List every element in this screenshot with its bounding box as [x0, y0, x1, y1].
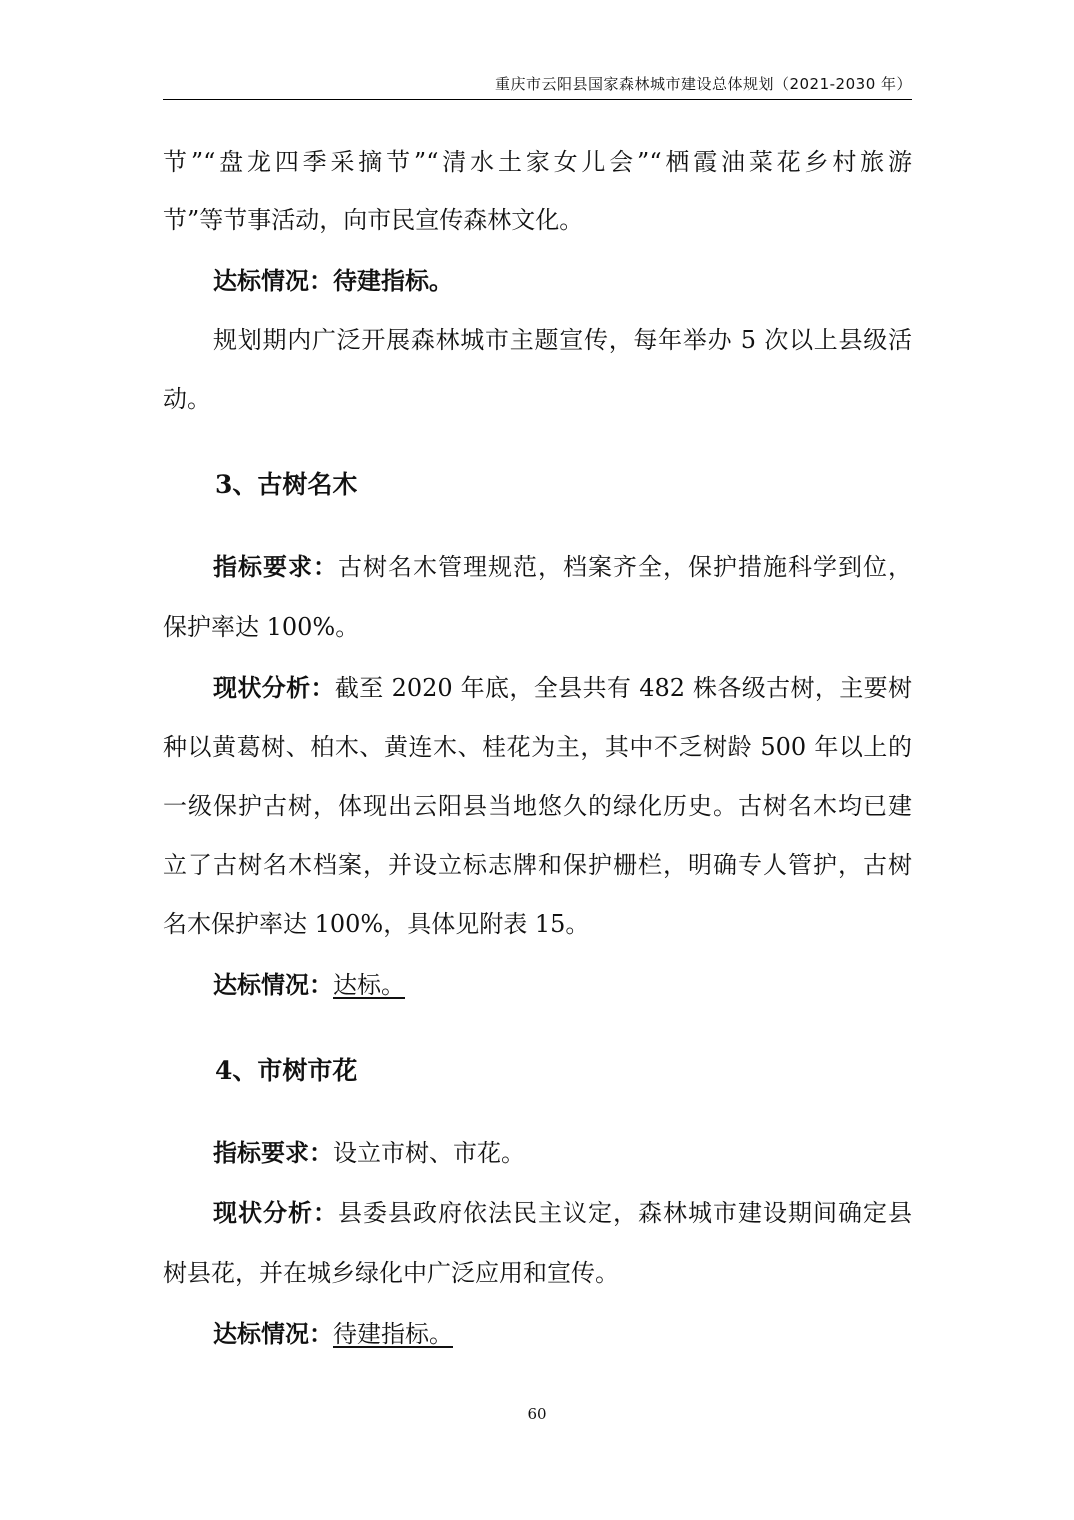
- header-rule: [163, 99, 912, 100]
- paragraph-line: 动。: [163, 385, 211, 413]
- paragraph-line: 节”“盘龙四季采摘节”“清水土家女儿会”“栖霞油菜花乡村旅游: [163, 148, 912, 176]
- section-heading: 3、古树名木: [215, 470, 358, 499]
- running-header: 重庆市云阳县国家森林城市建设总体规划（2021-2030 年）: [494, 75, 912, 93]
- requirement-text: 设立市树、市花。: [333, 1139, 525, 1167]
- status-label: 达标情况：: [213, 266, 333, 295]
- analysis-text: 截至 2020 年底，全县共有 482 株各级古树，主要树: [334, 674, 913, 702]
- requirement-text: 古树名木管理规范，档案齐全，保护措施科学到位，: [338, 553, 912, 581]
- analysis-text: 县委县政府依法民主议定，森林城市建设期间确定县: [338, 1199, 912, 1227]
- status-value: 达标。: [333, 971, 405, 999]
- analysis-label: 现状分析：: [213, 1198, 338, 1227]
- status-label: 达标情况：: [213, 970, 333, 999]
- status-line: [213, 1317, 453, 1351]
- status-label: 达标情况：: [213, 1319, 333, 1348]
- requirement-label: 指标要求：: [213, 552, 338, 581]
- requirement-line: [213, 1136, 525, 1170]
- analysis-label: 现状分析：: [213, 673, 335, 702]
- paragraph-line: 保护率达 100%。: [163, 613, 360, 641]
- section-heading: 4、市树市花: [215, 1056, 358, 1085]
- requirement-line: [213, 550, 912, 584]
- paragraph-line: 树县花，并在城乡绿化中广泛应用和宣传。: [163, 1259, 619, 1287]
- paragraph-line: 名木保护率达 100%，具体见附表 15。: [163, 910, 590, 938]
- status-value: 待建指标。: [333, 1320, 453, 1348]
- paragraph-line: 立了古树名木档案，并设立标志牌和保护栅栏，明确专人管护，古树: [163, 851, 912, 879]
- requirement-label: 指标要求：: [213, 1138, 333, 1167]
- analysis-line: [213, 1196, 912, 1230]
- status-value: 待建指标。: [333, 266, 453, 295]
- page-number: 60: [527, 1405, 547, 1423]
- paragraph-line: 种以黄葛树、柏木、黄连木、桂花为主，其中不乏树龄 500 年以上的: [163, 733, 912, 761]
- paragraph-line: 一级保护古树，体现出云阳县当地悠久的绿化历史。古树名木均已建: [163, 792, 912, 820]
- paragraph-line: 节”等节事活动，向市民宣传森林文化。: [163, 206, 584, 234]
- paragraph-line: 规划期内广泛开展森林城市主题宣传，每年举办 5 次以上县级活: [213, 326, 912, 354]
- status-line: [213, 968, 405, 1002]
- analysis-line: [213, 671, 912, 705]
- status-line: [213, 264, 453, 298]
